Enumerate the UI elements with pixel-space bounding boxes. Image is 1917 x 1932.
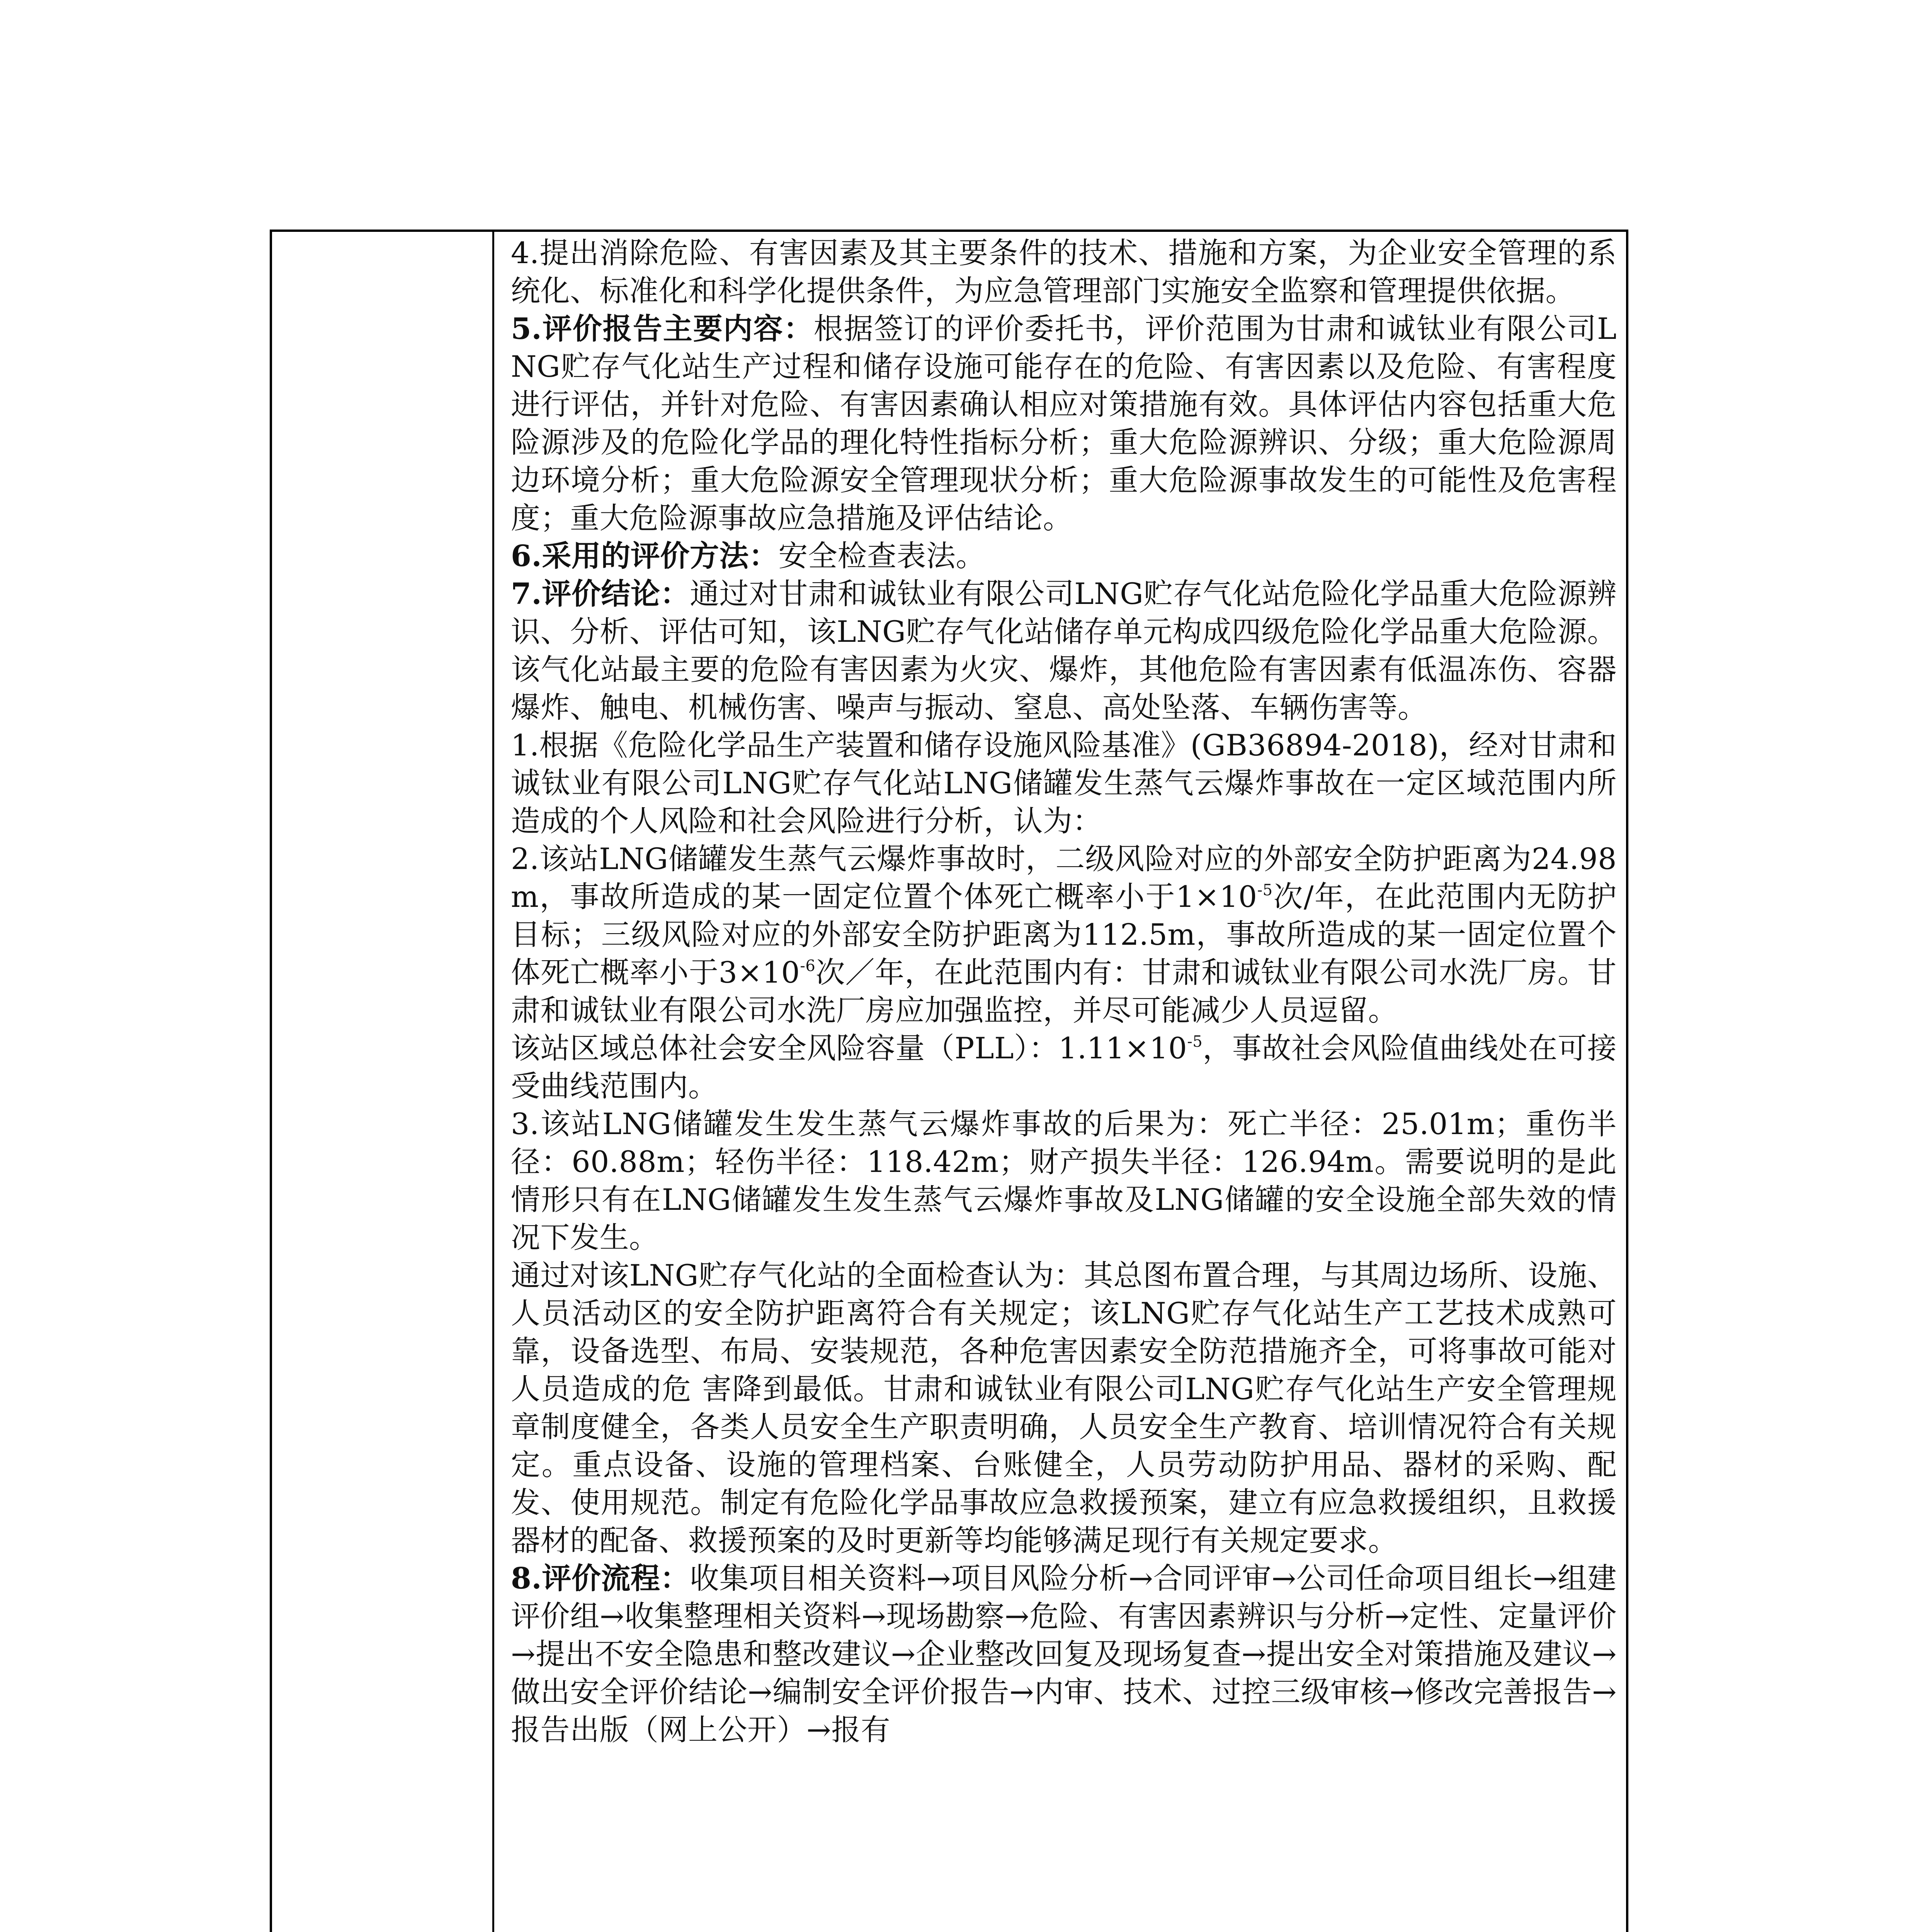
conclusion-point-2 bbox=[511, 840, 1617, 1029]
item-6-text: 安全检查表法。 bbox=[778, 539, 985, 573]
pll-part-2: ，事故社会风险值曲线处在可接受曲线范围内。 bbox=[511, 1031, 1617, 1103]
point-2-part-1: 2.该站LNG储罐发生蒸气云爆炸事故时，二级风险对应的外部安全防护距离为24.98m，事故所造成的某一固定位置个体死亡概率小于1×10 bbox=[511, 842, 1617, 914]
point-2-exponent-2: -6 bbox=[800, 957, 816, 975]
item-5-label: 5.评价报告主要内容： bbox=[511, 311, 814, 346]
item-7-label: 7.评价结论： bbox=[511, 577, 690, 611]
item-5-paragraph bbox=[511, 310, 1617, 537]
point-2-part-2: 次/年，在此范围内无防护目标；三级风险对应的外部安全防护距离为112.5m，事故所造成的某一固定位置个体死亡概率小于3×10 bbox=[511, 879, 1617, 990]
item-6-paragraph bbox=[511, 537, 1617, 575]
item-8-label: 8.评价流程： bbox=[511, 1561, 690, 1595]
pll-paragraph bbox=[511, 1029, 1617, 1105]
point-2-exponent-1: -5 bbox=[1257, 881, 1273, 899]
point-2-part-3: 次／年，在此范围内有：甘肃和诚钛业有限公司水洗厂房。甘肃和诚钛业有限公司水洗厂房应加强监控，并尽可能减少人员逗留。 bbox=[511, 955, 1617, 1027]
pll-part-1: 该站区域总体社会安全风险容量（PLL）：1.11×10 bbox=[511, 1031, 1187, 1065]
item-4-paragraph: 4.提出消除危险、有害因素及其主要条件的技术、措施和方案，为企业安全管理的系统化、标准化和科学化提供条件，为应急管理部门实施安全监察和管理提供依据。 bbox=[511, 236, 1617, 308]
item-7-paragraph bbox=[511, 575, 1617, 726]
item-8-text: 收集项目相关资料→项目风险分析→合同评审→公司任命项目组长→组建评价组→收集整理相关资料→现场勘察→危险、有害因素辨识与分析→定性、定量评价→提出不安全隐患和整改建议→企业整改回复及现场复查→提出安全对策措施及建议→做出安全评价结论→编制安全评价报告→内审、技术、过控三级审核→修改完善报告→报告出版（网上公开）→报有 bbox=[511, 1561, 1617, 1747]
inspection-paragraph: 通过对该LNG贮存气化站的全面检查认为：其总图布置合理，与其周边场所、设施、人员活动区的安全防护距离符合有关规定；该LNG贮存气化站生产工艺技术成熟可靠，设备选型、布局、安装规范，各种危害因素安全防范措施齐全，可将事故可能对人员造成的危 害降到最低。甘肃和诚钛业有限公司LNG贮存气化站生产安全管理规章制度健全，各类人员安全生产职责明确，人员安全生产教育、培训情况符合有关规定。重点设备、设施的管理档案、台账健全，人员劳动防护用品、器材的采购、配发、使用规范。制定有危险化学品事故应急救援预案，建立有应急救援组织，且救援器材的配备、救援预案的及时更新等均能够满足现行有关规定要求。 bbox=[511, 1258, 1617, 1558]
table-left-cell bbox=[272, 232, 492, 1932]
evaluation-table bbox=[270, 230, 1628, 1932]
item-8-paragraph bbox=[511, 1560, 1617, 1749]
conclusion-point-1: 1.根据《危险化学品生产装置和储存设施风险基准》(GB36894-2018)，经对甘肃和诚钛业有限公司LNG贮存气化站LNG储罐发生蒸气云爆炸事故在一定区域范围内所造成的个人风险和社会风险进行分析，认为： bbox=[511, 728, 1617, 838]
item-7-text: 通过对甘肃和诚钛业有限公司LNG贮存气化站危险化学品重大危险源辨识、分析、评估可知，该LNG贮存气化站储存单元构成四级危险化学品重大危险源。该气化站最主要的危险有害因素为火灾、爆炸，其他危险有害因素有低温冻伤、容器爆炸、触电、机械伤害、噪声与振动、窒息、高处坠落、车辆伤害等。 bbox=[511, 577, 1617, 724]
pll-exponent: -5 bbox=[1187, 1033, 1203, 1051]
table-column-divider bbox=[492, 232, 494, 1932]
table-content-cell bbox=[511, 234, 1617, 1932]
conclusion-point-3: 3.该站LNG储罐发生发生蒸气云爆炸事故的后果为：死亡半径：25.01m；重伤半径：60.88m；轻伤半径：118.42m；财产损失半径：126.94m。需要说明的是此情形只有在LNG储罐发生发生蒸气云爆炸事故及LNG储罐的安全设施全部失效的情况下发生。 bbox=[511, 1107, 1617, 1255]
item-6-label: 6.采用的评价方法： bbox=[511, 539, 779, 573]
item-5-text: 根据签订的评价委托书，评价范围为甘肃和诚钛业有限公司LNG贮存气化站生产过程和储存设施可能存在的危险、有害因素以及危险、有害程度进行评估，并针对危险、有害因素确认相应对策措施有效。具体评估内容包括重大危险源涉及的危险化学品的理化特性指标分析；重大危险源辨识、分级；重大危险源周边环境分析；重大危险源安全管理现状分析；重大危险源事故发生的可能性及危害程度；重大危险源事故应急措施及评估结论。 bbox=[511, 311, 1617, 535]
